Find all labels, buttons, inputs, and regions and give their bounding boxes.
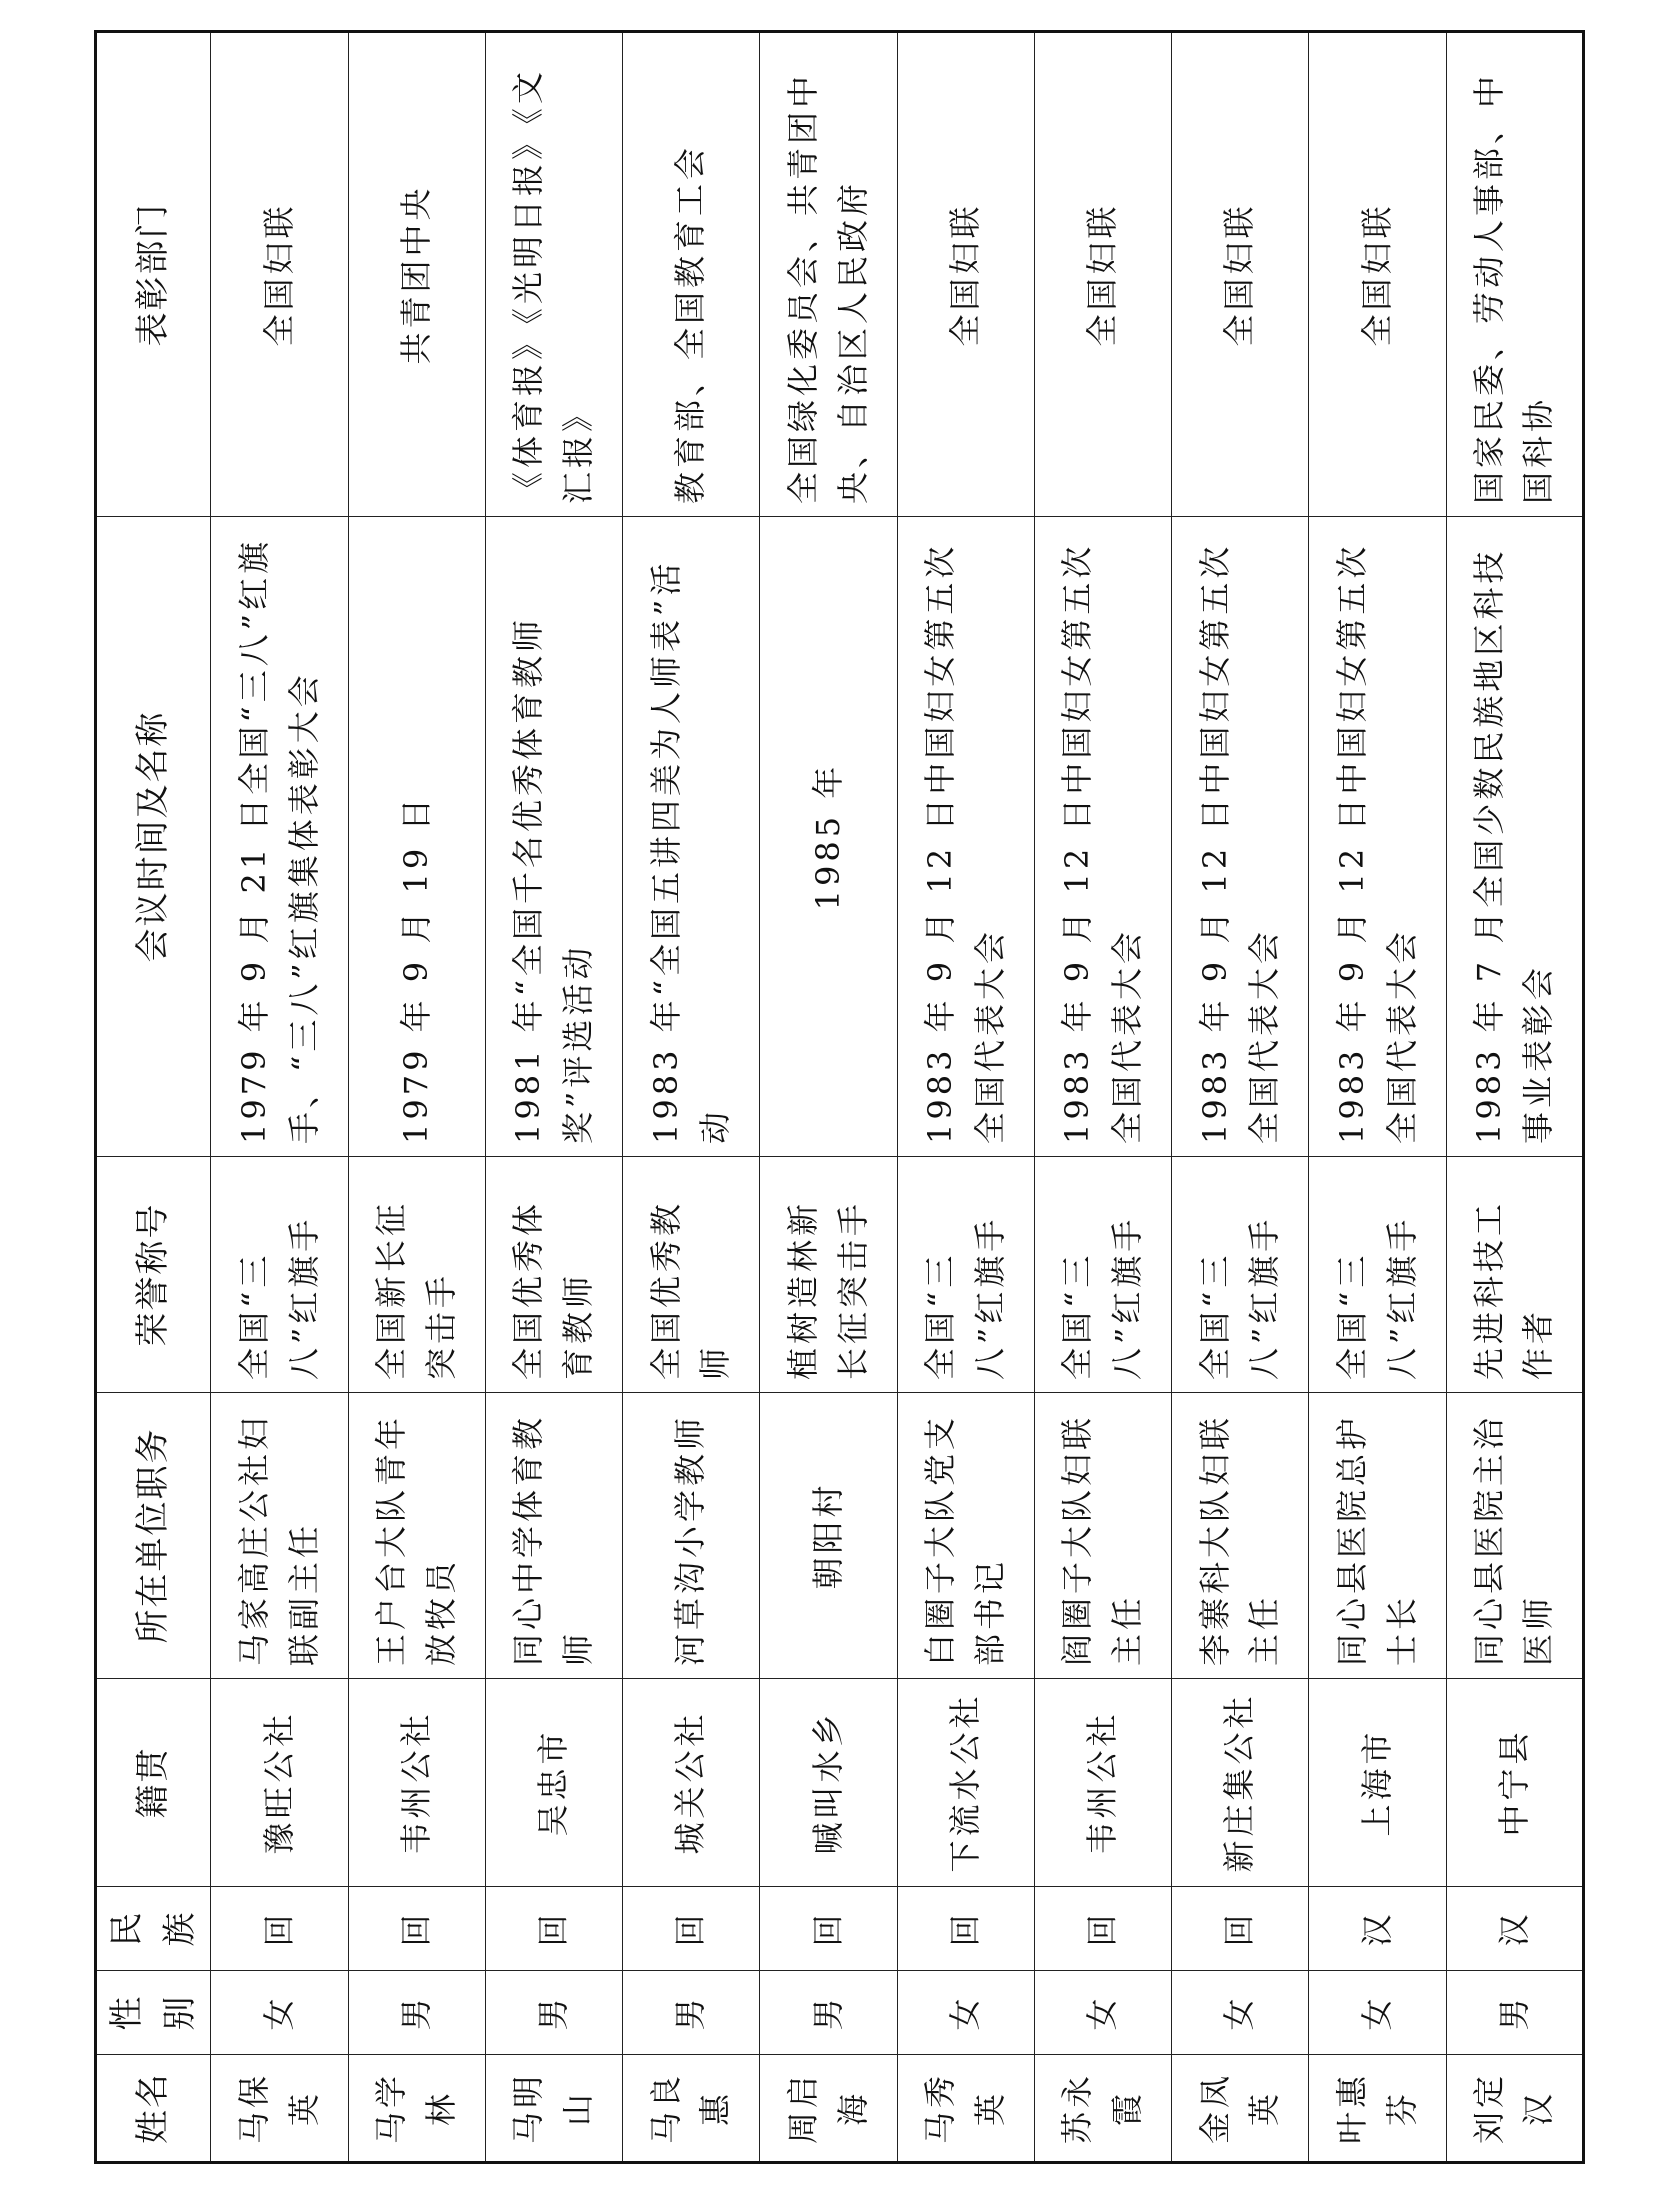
cell-origin: 上海市 — [1309, 1679, 1446, 1887]
honors-table — [94, 30, 1585, 2164]
cell-ethnicity: 回 — [760, 1887, 897, 1971]
cell-title: 全国新长征突击手 — [348, 1157, 485, 1393]
cell-title: 全国“三八”红旗手 — [211, 1157, 348, 1393]
cell-ethnicity: 回 — [623, 1887, 760, 1971]
cell-unit: 同心中学体育教师 — [485, 1393, 622, 1679]
cell-ethnicity: 回 — [211, 1887, 348, 1971]
cell-unit: 阎圈子大队妇联主任 — [1034, 1393, 1171, 1679]
header-unit: 所在单位职务 — [96, 1393, 211, 1679]
cell-gender: 男 — [760, 1971, 897, 2055]
cell-unit: 王户台大队青年放牧员 — [348, 1393, 485, 1679]
cell-dept: 全国妇联 — [1309, 32, 1446, 517]
cell-title: 全国“三八”红旗手 — [897, 1157, 1034, 1393]
cell-ethnicity: 汉 — [1309, 1887, 1446, 1971]
cell-meeting: 1983 年 9 月 12 日中国妇女第五次全国代表大会 — [1172, 517, 1309, 1157]
cell-title: 植树造林新长征突击手 — [760, 1157, 897, 1393]
cell-gender: 女 — [1309, 1971, 1446, 2055]
table-row — [1172, 32, 1309, 2163]
cell-meeting: 1983 年 9 月 12 日中国妇女第五次全国代表大会 — [1034, 517, 1171, 1157]
cell-ethnicity: 回 — [348, 1887, 485, 1971]
header-title: 荣誉称号 — [96, 1157, 211, 1393]
cell-unit: 同心县医院主治医师 — [1446, 1393, 1583, 1679]
cell-title: 先进科技工作者 — [1446, 1157, 1583, 1393]
cell-origin: 韦州公社 — [1034, 1679, 1171, 1887]
cell-gender: 女 — [897, 1971, 1034, 2055]
cell-name: 周启海 — [760, 2055, 897, 2163]
cell-gender: 女 — [1172, 1971, 1309, 2055]
cell-title: 全国“三八”红旗手 — [1172, 1157, 1309, 1393]
cell-ethnicity: 汉 — [1446, 1887, 1583, 1971]
cell-origin: 吴忠市 — [485, 1679, 622, 1887]
table-row — [1446, 32, 1583, 2163]
cell-ethnicity: 回 — [1172, 1887, 1309, 1971]
cell-name: 苏永霞 — [1034, 2055, 1171, 2163]
header-ethnicity: 民族 — [96, 1887, 211, 1971]
cell-gender: 女 — [211, 1971, 348, 2055]
cell-gender: 男 — [623, 1971, 760, 2055]
cell-meeting: 1985 年 — [760, 517, 897, 1157]
cell-dept: 全国绿化委员会、共青团中央、自治区人民政府 — [760, 32, 897, 517]
cell-unit: 朝阳村 — [760, 1393, 897, 1679]
cell-origin: 韦州公社 — [348, 1679, 485, 1887]
cell-name: 马秀英 — [897, 2055, 1034, 2163]
cell-gender: 女 — [1034, 1971, 1171, 2055]
cell-dept: 全国妇联 — [1034, 32, 1171, 517]
cell-unit: 河草沟小学教师 — [623, 1393, 760, 1679]
table-row — [485, 32, 622, 2163]
header-gender: 性别 — [96, 1971, 211, 2055]
cell-ethnicity: 回 — [485, 1887, 622, 1971]
cell-dept: 全国妇联 — [897, 32, 1034, 517]
cell-name: 马保英 — [211, 2055, 348, 2163]
cell-title: 全国优秀体育教师 — [485, 1157, 622, 1393]
cell-origin: 豫旺公社 — [211, 1679, 348, 1887]
cell-gender: 男 — [485, 1971, 622, 2055]
cell-name: 叶惠芬 — [1309, 2055, 1446, 2163]
table-row — [1309, 32, 1446, 2163]
cell-name: 刘定汉 — [1446, 2055, 1583, 2163]
cell-origin: 喊叫水乡 — [760, 1679, 897, 1887]
cell-title: 全国优秀教师 — [623, 1157, 760, 1393]
cell-meeting: 1983 年 9 月 12 日中国妇女第五次全国代表大会 — [897, 517, 1034, 1157]
cell-title: 全国“三八”红旗手 — [1309, 1157, 1446, 1393]
table-row — [897, 32, 1034, 2163]
cell-origin: 城关公社 — [623, 1679, 760, 1887]
cell-dept: 《体育报》《光明日报》《文汇报》 — [485, 32, 622, 517]
cell-meeting: 1983 年 9 月 12 日中国妇女第五次全国代表大会 — [1309, 517, 1446, 1157]
header-name: 姓名 — [96, 2055, 211, 2163]
cell-name: 金凤英 — [1172, 2055, 1309, 2163]
cell-unit: 李寨科大队妇联主任 — [1172, 1393, 1309, 1679]
cell-dept: 全国妇联 — [211, 32, 348, 517]
cell-ethnicity: 回 — [897, 1887, 1034, 1971]
cell-unit: 同心县医院总护士长 — [1309, 1393, 1446, 1679]
rotated-table-wrapper — [94, 33, 1585, 2164]
cell-gender: 男 — [348, 1971, 485, 2055]
cell-dept: 全国妇联 — [1172, 32, 1309, 517]
cell-title: 全国“三八”红旗手 — [1034, 1157, 1171, 1393]
cell-meeting: 1983 年“全国五讲四美为人师表”活动 — [623, 517, 760, 1157]
header-meeting: 会议时间及名称 — [96, 517, 211, 1157]
cell-dept: 国家民委、劳动人事部、中国科协 — [1446, 32, 1583, 517]
table-row — [348, 32, 485, 2163]
table-row — [760, 32, 897, 2163]
cell-meeting: 1979 年 9 月 21 日全国“三八”红旗手、“三八”红旗集体表彰大会 — [211, 517, 348, 1157]
cell-meeting: 1983 年 7 月全国少数民族地区科技事业表彰会 — [1446, 517, 1583, 1157]
cell-unit: 白圈子大队党支部书记 — [897, 1393, 1034, 1679]
cell-origin: 下流水公社 — [897, 1679, 1034, 1887]
cell-origin: 新庄集公社 — [1172, 1679, 1309, 1887]
header-row — [96, 32, 211, 2163]
cell-dept: 教育部、全国教育工会 — [623, 32, 760, 517]
cell-name: 马良惠 — [623, 2055, 760, 2163]
cell-gender: 男 — [1446, 1971, 1583, 2055]
table-row — [1034, 32, 1171, 2163]
table-row — [211, 32, 348, 2163]
cell-meeting: 1981 年“全国千名优秀体育教师奖”评选活动 — [485, 517, 622, 1157]
cell-name: 马学林 — [348, 2055, 485, 2163]
header-origin: 籍贯 — [96, 1679, 211, 1887]
cell-meeting: 1979 年 9 月 19 日 — [348, 517, 485, 1157]
cell-name: 马明山 — [485, 2055, 622, 2163]
cell-unit: 马家高庄公社妇联副主任 — [211, 1393, 348, 1679]
table-row — [623, 32, 760, 2163]
cell-ethnicity: 回 — [1034, 1887, 1171, 1971]
cell-dept: 共青团中央 — [348, 32, 485, 517]
header-dept: 表彰部门 — [96, 32, 211, 517]
cell-origin: 中宁县 — [1446, 1679, 1583, 1887]
